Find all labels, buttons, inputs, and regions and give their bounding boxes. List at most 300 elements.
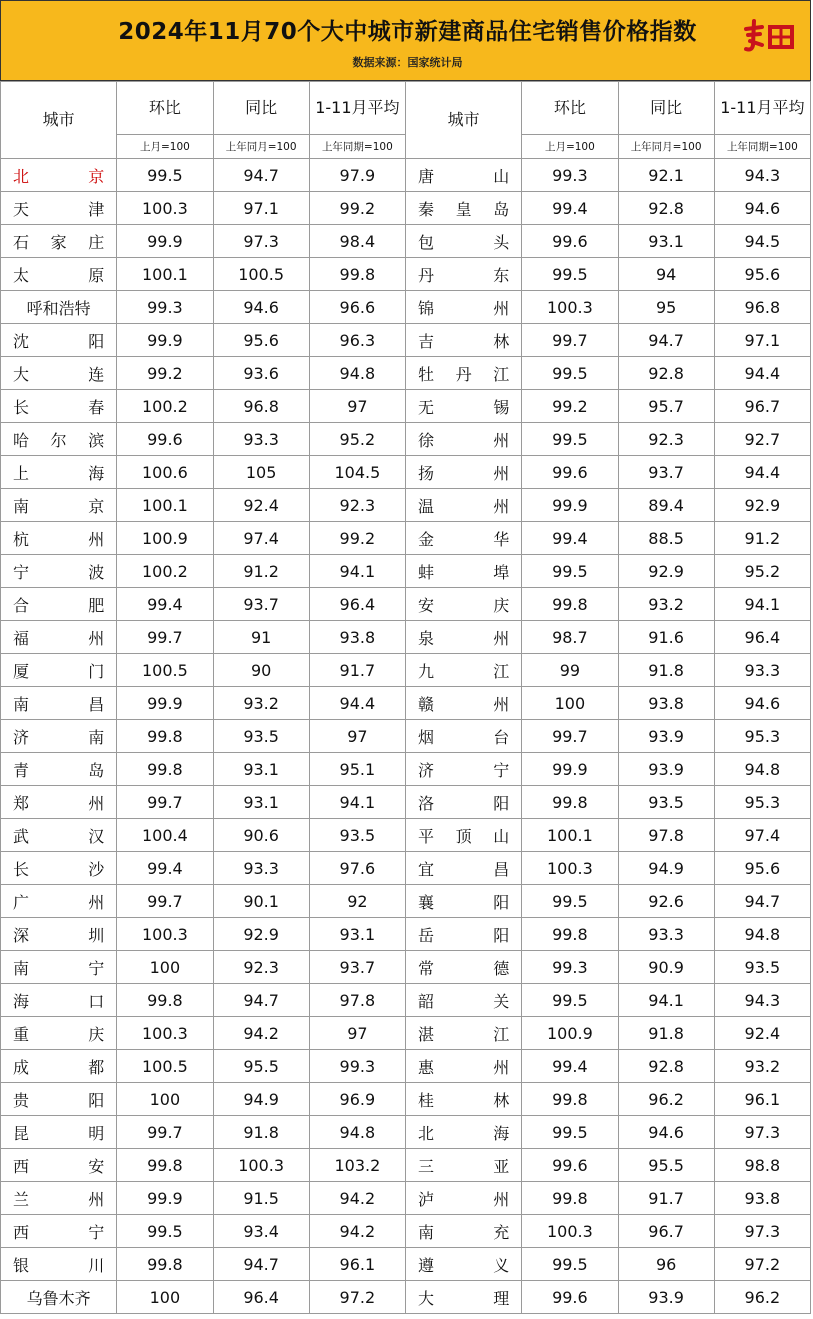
table-row (1, 192, 811, 225)
yoy-value: 92.8 (618, 192, 714, 225)
city-name: 平顶山 (405, 819, 521, 852)
avg-value: 93.8 (714, 1182, 810, 1215)
city-name: 深圳 (1, 918, 117, 951)
city-name: 吉林 (405, 324, 521, 357)
avg-value: 97 (309, 390, 405, 423)
city-name: 南宁 (1, 951, 117, 984)
mom-value: 99.8 (117, 984, 213, 1017)
city-name: 韶关 (405, 984, 521, 1017)
mom-value: 100.3 (522, 1215, 618, 1248)
table-row (1, 1215, 811, 1248)
city-name: 长春 (1, 390, 117, 423)
table-row (1, 1017, 811, 1050)
yoy-value: 92.8 (618, 357, 714, 390)
mom-value: 99.5 (522, 258, 618, 291)
avg-value: 94.8 (309, 357, 405, 390)
city-name: 大连 (1, 357, 117, 390)
yoy-value: 100.3 (213, 1149, 309, 1182)
yoy-value: 95.7 (618, 390, 714, 423)
avg-value: 91.7 (309, 654, 405, 687)
avg-value: 95.6 (714, 852, 810, 885)
avg-value: 97.4 (714, 819, 810, 852)
city-name: 海口 (1, 984, 117, 1017)
yoy-value: 90.1 (213, 885, 309, 918)
yoy-value: 91.6 (618, 621, 714, 654)
col-header-mom: 环比 (117, 82, 213, 135)
yoy-value: 94.9 (213, 1083, 309, 1116)
city-name: 西宁 (1, 1215, 117, 1248)
avg-value: 94.6 (714, 687, 810, 720)
yoy-value: 96.2 (618, 1083, 714, 1116)
yoy-value: 92.9 (618, 555, 714, 588)
mom-value: 99.4 (522, 522, 618, 555)
yoy-value: 97.4 (213, 522, 309, 555)
mom-value: 99.9 (117, 225, 213, 258)
yoy-value: 93.9 (618, 753, 714, 786)
yoy-value: 91 (213, 621, 309, 654)
yoy-value: 93.1 (213, 753, 309, 786)
mom-value: 99.7 (522, 720, 618, 753)
city-name: 呼和浩特 (1, 291, 117, 324)
yoy-value: 92.4 (213, 489, 309, 522)
table-row (1, 291, 811, 324)
yoy-value: 93.7 (618, 456, 714, 489)
col-header-city: 城市 (405, 82, 521, 159)
mom-value: 99.8 (522, 918, 618, 951)
city-name: 重庆 (1, 1017, 117, 1050)
mom-value: 99.8 (522, 786, 618, 819)
avg-value: 92.4 (714, 1017, 810, 1050)
mom-value: 99.3 (117, 291, 213, 324)
table-row (1, 753, 811, 786)
mom-value: 99.6 (522, 456, 618, 489)
mom-value: 99.7 (117, 1116, 213, 1149)
city-name: 金华 (405, 522, 521, 555)
avg-value: 94.7 (714, 885, 810, 918)
mom-value: 99.9 (522, 489, 618, 522)
yoy-value: 94 (618, 258, 714, 291)
mom-value: 100.6 (117, 456, 213, 489)
city-name: 岳阳 (405, 918, 521, 951)
avg-value: 97 (309, 720, 405, 753)
mom-value: 99.6 (117, 423, 213, 456)
yoy-value: 91.2 (213, 555, 309, 588)
city-name: 包头 (405, 225, 521, 258)
yoy-value: 88.5 (618, 522, 714, 555)
yoy-value: 93.4 (213, 1215, 309, 1248)
avg-value: 103.2 (309, 1149, 405, 1182)
avg-value: 98.4 (309, 225, 405, 258)
avg-value: 94.3 (714, 984, 810, 1017)
avg-value: 96.8 (714, 291, 810, 324)
col-header-avg: 1-11月平均 (309, 82, 405, 135)
avg-value: 93.2 (714, 1050, 810, 1083)
mom-value: 99.5 (522, 357, 618, 390)
col-header-yoy: 同比 (213, 82, 309, 135)
mom-value: 99.7 (117, 885, 213, 918)
mom-value: 99.5 (522, 1116, 618, 1149)
city-name: 洛阳 (405, 786, 521, 819)
city-name: 安庆 (405, 588, 521, 621)
yoy-value: 94.9 (618, 852, 714, 885)
avg-value: 93.1 (309, 918, 405, 951)
yoy-value: 93.1 (213, 786, 309, 819)
yoy-value: 94.7 (213, 984, 309, 1017)
yoy-value: 91.8 (618, 654, 714, 687)
city-name: 天津 (1, 192, 117, 225)
mom-value: 100 (117, 1083, 213, 1116)
yoy-value: 90.9 (618, 951, 714, 984)
avg-value: 94.1 (309, 786, 405, 819)
mom-value: 100.4 (117, 819, 213, 852)
avg-value: 96.6 (309, 291, 405, 324)
base-yoy: 上年同月=100 (618, 135, 714, 159)
mom-value: 99.6 (522, 1149, 618, 1182)
table-row (1, 357, 811, 390)
city-name: 九江 (405, 654, 521, 687)
mom-value: 99.9 (117, 324, 213, 357)
city-name: 福州 (1, 621, 117, 654)
base-avg: 上年同期=100 (309, 135, 405, 159)
avg-value: 96.4 (309, 588, 405, 621)
city-name: 湛江 (405, 1017, 521, 1050)
yoy-value: 93.9 (618, 1281, 714, 1314)
avg-value: 95.3 (714, 786, 810, 819)
city-name: 北海 (405, 1116, 521, 1149)
city-name: 宁波 (1, 555, 117, 588)
mom-value: 100.9 (522, 1017, 618, 1050)
col-header-mom: 环比 (522, 82, 618, 135)
table-row (1, 786, 811, 819)
table-row (1, 885, 811, 918)
header-row (1, 82, 811, 135)
mom-value: 100.5 (117, 654, 213, 687)
yoy-value: 93.9 (618, 720, 714, 753)
city-name: 沈阳 (1, 324, 117, 357)
page-title: 2024年11月70个大中城市新建商品住宅销售价格指数 (118, 19, 697, 45)
mom-value: 99.5 (522, 885, 618, 918)
city-name: 常德 (405, 951, 521, 984)
yoy-value: 92.8 (618, 1050, 714, 1083)
avg-value: 96.4 (714, 621, 810, 654)
table-row (1, 1050, 811, 1083)
avg-value: 97.3 (714, 1215, 810, 1248)
yoy-value: 94.1 (618, 984, 714, 1017)
city-name: 赣州 (405, 687, 521, 720)
mom-value: 100.3 (522, 291, 618, 324)
yoy-value: 93.1 (618, 225, 714, 258)
avg-value: 93.5 (309, 819, 405, 852)
yoy-value: 94.7 (618, 324, 714, 357)
col-header-city: 城市 (1, 82, 117, 159)
yoy-value: 93.3 (618, 918, 714, 951)
avg-value: 91.2 (714, 522, 810, 555)
yoy-value: 94.7 (213, 1248, 309, 1281)
city-name: 南京 (1, 489, 117, 522)
yoy-value: 93.2 (213, 687, 309, 720)
avg-value: 95.1 (309, 753, 405, 786)
yoy-value: 97.3 (213, 225, 309, 258)
city-name: 蚌埠 (405, 555, 521, 588)
mom-value: 99.7 (117, 621, 213, 654)
mom-value: 100.1 (117, 258, 213, 291)
avg-value: 94.4 (309, 687, 405, 720)
mom-value: 99.5 (522, 1248, 618, 1281)
city-name: 惠州 (405, 1050, 521, 1083)
avg-value: 99.2 (309, 522, 405, 555)
mom-value: 99.5 (522, 423, 618, 456)
table-row (1, 159, 811, 192)
city-name: 西安 (1, 1149, 117, 1182)
yoy-value: 93.3 (213, 423, 309, 456)
city-name: 合肥 (1, 588, 117, 621)
table-row (1, 1116, 811, 1149)
table-row (1, 1149, 811, 1182)
mom-value: 99 (522, 654, 618, 687)
city-name: 泸州 (405, 1182, 521, 1215)
yoy-value: 93.2 (618, 588, 714, 621)
mom-value: 99.8 (117, 1149, 213, 1182)
city-name: 遵义 (405, 1248, 521, 1281)
yoy-value: 94.6 (618, 1116, 714, 1149)
mom-value: 99.9 (522, 753, 618, 786)
yoy-value: 90 (213, 654, 309, 687)
yoy-value: 94.6 (213, 291, 309, 324)
city-name: 南昌 (1, 687, 117, 720)
avg-value: 94.2 (309, 1182, 405, 1215)
price-index-table (0, 81, 811, 1314)
city-name: 济南 (1, 720, 117, 753)
city-name: 厦门 (1, 654, 117, 687)
avg-value: 98.8 (714, 1149, 810, 1182)
city-name: 襄阳 (405, 885, 521, 918)
mom-value: 99.2 (522, 390, 618, 423)
city-name: 宜昌 (405, 852, 521, 885)
mom-value: 99.2 (117, 357, 213, 390)
city-name: 武汉 (1, 819, 117, 852)
yoy-value: 91.5 (213, 1182, 309, 1215)
table-row (1, 720, 811, 753)
mom-value: 99.5 (522, 984, 618, 1017)
base-mom: 上月=100 (522, 135, 618, 159)
table-body (1, 159, 811, 1314)
table-row (1, 819, 811, 852)
city-name: 无锡 (405, 390, 521, 423)
header-banner (0, 0, 811, 81)
base-mom: 上月=100 (117, 135, 213, 159)
mom-value: 99.3 (522, 951, 618, 984)
city-name: 广州 (1, 885, 117, 918)
avg-value: 93.5 (714, 951, 810, 984)
yoy-value: 92.3 (213, 951, 309, 984)
avg-value: 97.3 (714, 1116, 810, 1149)
yoy-value: 95.6 (213, 324, 309, 357)
avg-value: 97.6 (309, 852, 405, 885)
mom-value: 99.9 (117, 1182, 213, 1215)
table-row (1, 951, 811, 984)
base-avg: 上年同期=100 (714, 135, 810, 159)
mom-value: 99.5 (522, 555, 618, 588)
city-name: 牡丹江 (405, 357, 521, 390)
mom-value: 99.8 (522, 588, 618, 621)
table-row (1, 1248, 811, 1281)
avg-value: 96.3 (309, 324, 405, 357)
avg-value: 93.8 (309, 621, 405, 654)
avg-value: 94.8 (714, 753, 810, 786)
avg-value: 94.8 (714, 918, 810, 951)
yoy-value: 89.4 (618, 489, 714, 522)
table-row (1, 423, 811, 456)
city-name: 桂林 (405, 1083, 521, 1116)
yoy-value: 91.8 (213, 1116, 309, 1149)
mom-value: 98.7 (522, 621, 618, 654)
yoy-value: 97.1 (213, 192, 309, 225)
avg-value: 94.4 (714, 357, 810, 390)
mom-value: 100.3 (117, 918, 213, 951)
mom-value: 100.3 (522, 852, 618, 885)
mom-value: 99.4 (117, 588, 213, 621)
city-name: 贵阳 (1, 1083, 117, 1116)
table-row (1, 390, 811, 423)
avg-value: 94.5 (714, 225, 810, 258)
avg-value: 93.3 (714, 654, 810, 687)
avg-value: 99.2 (309, 192, 405, 225)
mom-value: 99.4 (522, 192, 618, 225)
city-name: 烟台 (405, 720, 521, 753)
city-name: 唐山 (405, 159, 521, 192)
avg-value: 95.6 (714, 258, 810, 291)
table-row (1, 654, 811, 687)
avg-value: 94.1 (714, 588, 810, 621)
avg-value: 97.1 (714, 324, 810, 357)
city-name: 长沙 (1, 852, 117, 885)
yoy-value: 92.6 (618, 885, 714, 918)
table-row (1, 324, 811, 357)
city-name: 温州 (405, 489, 521, 522)
mom-value: 99.7 (522, 324, 618, 357)
city-name: 大理 (405, 1281, 521, 1314)
mom-value: 99.8 (117, 720, 213, 753)
yoy-value: 105 (213, 456, 309, 489)
avg-value: 94.8 (309, 1116, 405, 1149)
city-name: 兰州 (1, 1182, 117, 1215)
mom-value: 100.9 (117, 522, 213, 555)
yoy-value: 95.5 (618, 1149, 714, 1182)
yoy-value: 91.8 (618, 1017, 714, 1050)
yoy-value: 94.7 (213, 159, 309, 192)
avg-value: 92 (309, 885, 405, 918)
mom-value: 99.5 (117, 1215, 213, 1248)
avg-value: 92.7 (714, 423, 810, 456)
avg-value: 95.2 (309, 423, 405, 456)
avg-value: 97.2 (309, 1281, 405, 1314)
mom-value: 100.5 (117, 1050, 213, 1083)
table-row (1, 621, 811, 654)
data-source-note: 数据来源：国家统计局 (352, 56, 463, 69)
yoy-value: 95.5 (213, 1050, 309, 1083)
yoy-value: 93.7 (213, 588, 309, 621)
avg-value: 96.2 (714, 1281, 810, 1314)
yoy-value: 93.8 (618, 687, 714, 720)
yoy-value: 92.3 (618, 423, 714, 456)
city-name: 徐州 (405, 423, 521, 456)
mom-value: 99.8 (117, 753, 213, 786)
avg-value: 93.7 (309, 951, 405, 984)
col-header-yoy: 同比 (618, 82, 714, 135)
table-row (1, 225, 811, 258)
city-name: 石家庄 (1, 225, 117, 258)
mom-value: 100.1 (522, 819, 618, 852)
avg-value: 104.5 (309, 456, 405, 489)
table-row (1, 1182, 811, 1215)
yoy-value: 93.3 (213, 852, 309, 885)
city-name: 成都 (1, 1050, 117, 1083)
city-name: 丹东 (405, 258, 521, 291)
city-name: 秦皇岛 (405, 192, 521, 225)
mom-value: 99.8 (522, 1182, 618, 1215)
mom-value: 99.8 (117, 1248, 213, 1281)
avg-value: 94.4 (714, 456, 810, 489)
base-yoy: 上年同月=100 (213, 135, 309, 159)
table-row (1, 984, 811, 1017)
yoy-value: 91.7 (618, 1182, 714, 1215)
city-name: 郑州 (1, 786, 117, 819)
mom-value: 100.2 (117, 555, 213, 588)
table-row (1, 918, 811, 951)
city-name: 北京 (1, 159, 117, 192)
city-name: 锦州 (405, 291, 521, 324)
city-name: 昆明 (1, 1116, 117, 1149)
yoy-value: 94.2 (213, 1017, 309, 1050)
avg-value: 97 (309, 1017, 405, 1050)
avg-value: 94.1 (309, 555, 405, 588)
avg-value: 94.2 (309, 1215, 405, 1248)
city-name: 南充 (405, 1215, 521, 1248)
yoy-value: 92.9 (213, 918, 309, 951)
avg-value: 97.9 (309, 159, 405, 192)
avg-value: 99.8 (309, 258, 405, 291)
avg-value: 95.2 (714, 555, 810, 588)
yoy-value: 96.7 (618, 1215, 714, 1248)
brand-logo-icon (740, 15, 800, 55)
yoy-value: 90.6 (213, 819, 309, 852)
table-row (1, 522, 811, 555)
mom-value: 99.7 (117, 786, 213, 819)
avg-value: 94.3 (714, 159, 810, 192)
avg-value: 92.3 (309, 489, 405, 522)
avg-value: 96.1 (714, 1083, 810, 1116)
mom-value: 99.8 (522, 1083, 618, 1116)
table-row (1, 687, 811, 720)
city-name: 哈尔滨 (1, 423, 117, 456)
city-name: 济宁 (405, 753, 521, 786)
city-name: 上海 (1, 456, 117, 489)
city-name: 银川 (1, 1248, 117, 1281)
yoy-value: 100.5 (213, 258, 309, 291)
yoy-value: 96.4 (213, 1281, 309, 1314)
table-row (1, 1281, 811, 1314)
mom-value: 99.3 (522, 159, 618, 192)
mom-value: 100.3 (117, 1017, 213, 1050)
table-row (1, 456, 811, 489)
table-row (1, 852, 811, 885)
yoy-value: 96.8 (213, 390, 309, 423)
avg-value: 96.7 (714, 390, 810, 423)
avg-value: 96.9 (309, 1083, 405, 1116)
mom-value: 99.6 (522, 1281, 618, 1314)
yoy-value: 92.1 (618, 159, 714, 192)
yoy-value: 97.8 (618, 819, 714, 852)
